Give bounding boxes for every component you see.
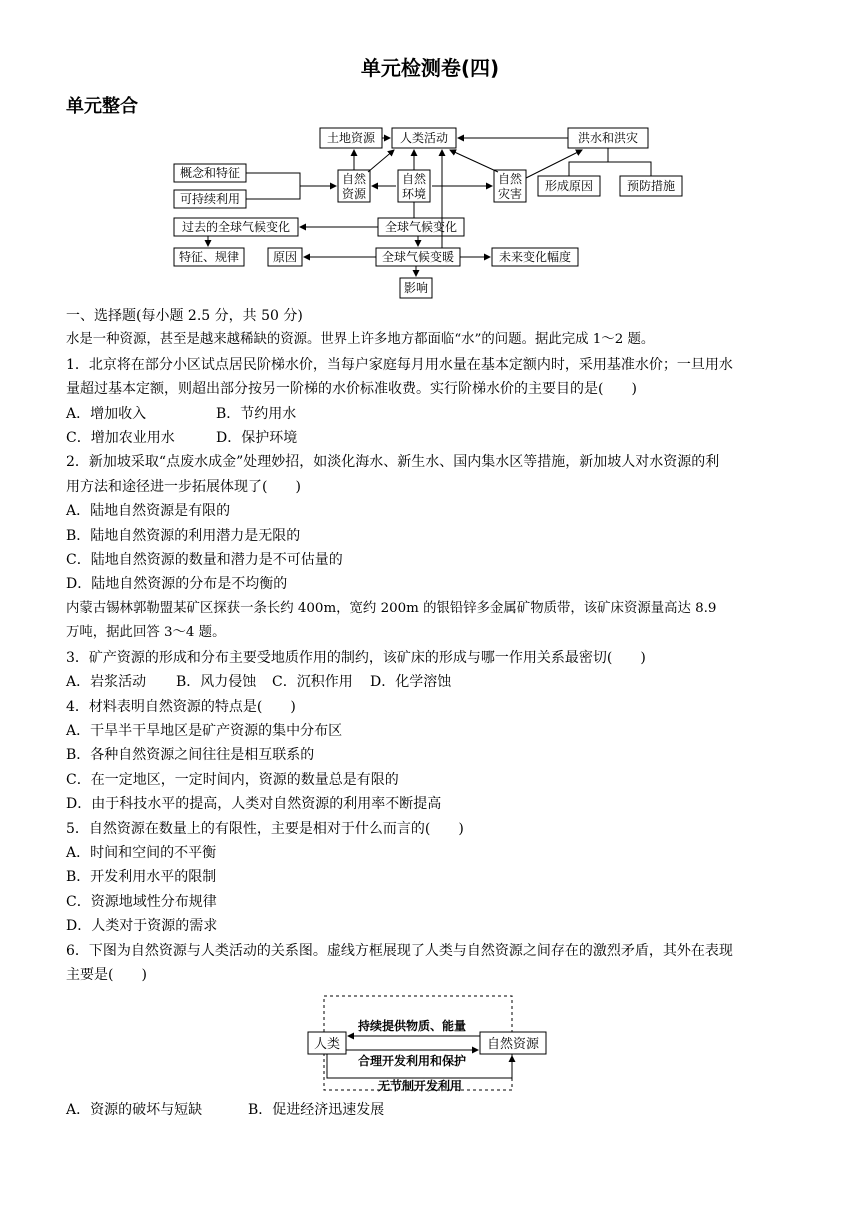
q4-option-d: D．由于科技水平的提高，人类对自然资源的利用率不断提高 [66,796,442,813]
q3-stem: 3．矿产资源的形成和分布主要受地质作用的制约，该矿床的形成与哪一作用关系最密切( ) [66,649,646,666]
q2-stem-line1: 2．新加坡采取“点废水成金”处理妙招，如淡化海水、新生水、国内集水区等措施，新加坡人对水资源的利 [66,454,720,471]
q1-stem-line2: 量超过基本定额，则超出部分按另一阶梯的水价标准收费。实行阶梯水价的主要目的是( ) [66,381,637,398]
node-cause: 形成原因 [544,179,594,193]
page-title: 单元检测卷(四) [360,56,500,80]
question-content [66,304,792,987]
q2-option-a: A．陆地自然资源是有限的 [66,503,231,520]
node-concept: 概念和特征 [179,166,241,180]
node-land: 土地资源 [326,131,376,145]
q1-options-row2 [66,426,792,450]
node-human-activity: 人类活动 [399,131,449,145]
node-natural-disaster-1: 自然 [497,172,523,186]
q1-option-d: D．保护环境 [216,430,298,447]
q6-options [66,1098,792,1122]
q1-stem-line1: 1．北京将在部分小区试点居民阶梯水价，当每户家庭每月用水量在基本定额内时，采用基准水价；一旦用水 [66,356,733,373]
q4-option-a: A．干旱半干旱地区是矿产资源的集中分布区 [66,722,343,739]
q5-option-b: B．开发利用水平的限制 [66,869,217,886]
node-natural-env-1: 自然 [401,172,427,186]
section-heading: 单元整合 [66,96,138,117]
node-natural-resource-1: 自然 [341,172,367,186]
q4-stem: 4．材料表明自然资源的特点是( ) [66,698,296,715]
node-sustain: 可持续利用 [179,192,241,206]
q3-option-d: D．化学溶蚀 [370,674,452,691]
node-warming: 全球气候变暖 [381,250,455,264]
node-global-climate: 全球气候变化 [384,220,458,234]
q6-options-row [66,1098,792,1122]
q5-option-c: C．资源地域性分布规律 [66,893,217,910]
node-flood: 洪水和洪灾 [577,131,639,145]
q6-stem-line2: 主要是( ) [66,966,147,983]
q6-stem-line1: 6．下图为自然资源与人类活动的关系图。虚线方框展现了人类与自然资源之间存在的激烈矛盾，其外在表现 [66,942,733,959]
node-features: 特征、规律 [178,250,240,264]
q2-option-d: D．陆地自然资源的分布是不均衡的 [66,576,288,593]
fig-node-human: 人类 [313,1037,341,1052]
node-natural-disaster-2: 灾害 [497,187,523,201]
q3-option-a: A．岩浆活动 [66,674,147,691]
node-future: 未来变化幅度 [498,250,572,264]
node-prevent: 预防措施 [626,179,676,193]
q3-option-b: B．风力侵蚀 [176,674,257,691]
node-past-climate: 过去的全球气候变化 [181,220,291,234]
q4-option-b: B．各种自然资源之间往往是相互联系的 [66,747,315,764]
node-natural-env-2: 环境 [401,187,427,201]
concept-map-diagram [172,126,676,302]
node-reason: 原因 [272,250,298,264]
q5-option-a: A．时间和空间的不平衡 [66,844,217,861]
q1-option-a: A．增加收入 [66,405,147,422]
q6-option-b: B．促进经济迅速发展 [248,1102,385,1118]
relation-diagram [300,990,550,1094]
intro-q3-4-line1: 内蒙古锡林郭勒盟某矿区探获一条长约 400m，宽约 200m 的银铅锌多金属矿物质带，该矿床资源量高达 8.9 [66,600,717,616]
q3-option-c: C．沉积作用 [272,674,353,691]
q2-option-c: C．陆地自然资源的数量和潜力是不可估量的 [66,552,343,569]
intro-q1-2: 水是一种资源，甚至是越来越稀缺的资源。世界上许多地方都面临“水”的问题。据此完成 1～2 题。 [66,332,655,348]
q5-option-d: D．人类对于资源的需求 [66,918,218,935]
q5-stem: 5．自然资源在数量上的有限性，主要是相对于什么而言的( ) [66,820,464,837]
node-impact: 影响 [403,281,429,295]
node-natural-resource-2: 资源 [341,187,367,201]
q3-options [66,670,792,694]
q6-option-a: A．资源的破坏与短缺 [66,1102,203,1118]
fig-label-supply: 持续提供物质、能量 [357,1019,467,1033]
q4-option-c: C．在一定地区，一定时间内，资源的数量总是有限的 [66,771,399,788]
fig-node-resource: 自然资源 [486,1037,540,1052]
q2-stem-line2: 用方法和途径进一步拓展体现了( ) [66,478,301,495]
section-one-heading: 一、选择题(每小题 2.5 分，共 50 分) [66,308,303,324]
q1-option-b: B．节约用水 [216,405,297,422]
intro-q3-4-line2: 万吨，据此回答 3～4 题。 [66,625,226,641]
fig-label-rational: 合理开发利用和保护 [357,1054,467,1068]
q1-options-row1 [66,402,792,426]
fig-label-unrestricted: 无节制开发利用 [377,1079,463,1093]
q2-option-b: B．陆地自然资源的利用潜力是无限的 [66,527,301,544]
q1-option-c: C．增加农业用水 [66,430,175,447]
